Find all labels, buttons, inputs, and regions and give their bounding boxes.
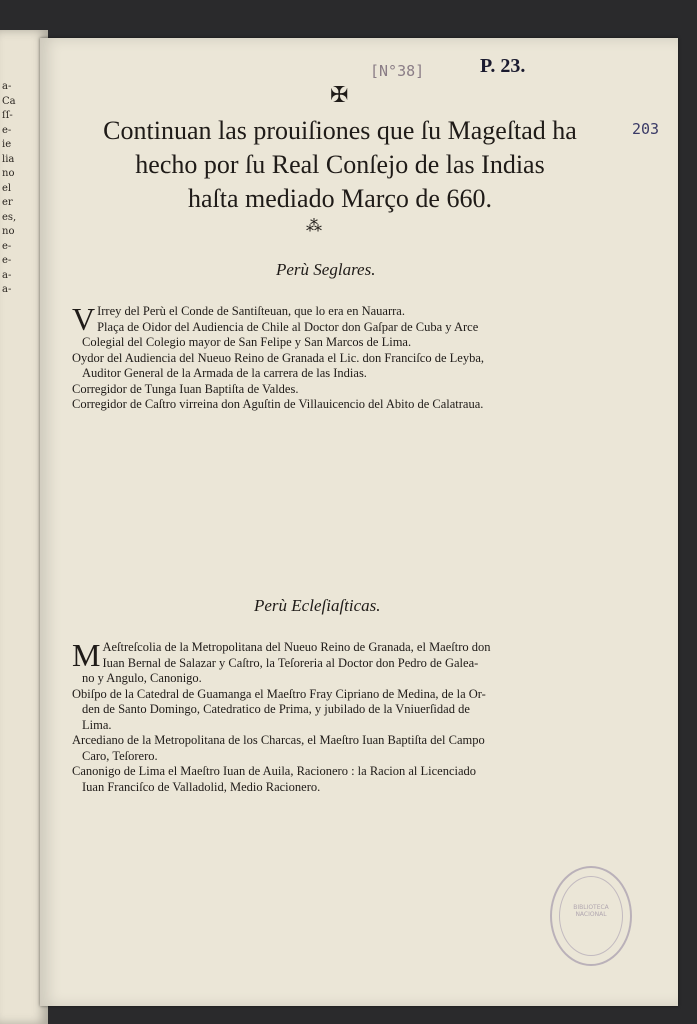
asterism-ornament: ⁂ [306,216,324,235]
drop-cap: M [72,637,101,673]
stamp-text: BIBLIOTECA NACIONAL [573,904,609,918]
entry-line: Auditor General de la Armada de la carrera de las Indias. [82,366,367,380]
document-page [40,38,678,1006]
entry [72,637,612,687]
entry-line: Aeſtreſcolia de la Metropolitana del Nueuo Reino de Granada, el Maeſtro don [102,640,491,654]
margin-fragment: e- [2,240,12,252]
margin-fragment: no [2,168,15,179]
title-line: haſta mediado Março de 660. [188,184,492,213]
document-title [80,114,600,216]
entry-line: Canonigo de Lima el Maeſtro Iuan de Auila, Racionero : la Racion al Licenciado [72,764,477,778]
entry-line: Colegial del Colegio mayor de San Felipe y San Marcos de Lima. [82,335,412,349]
entry-line: Iuan Bernal de Salazar y Caſtro, la Teſoreria al Doctor don Pedro de Galea- [102,655,479,670]
entry [72,382,612,398]
cross-icon: ✠ [330,83,349,108]
title-line: hecho por ſu Real Conſejo de las Indias [135,150,545,179]
margin-fragment: ſſ- [2,110,13,121]
margin-fragment: a- [2,284,12,295]
entry-line: Lima. [82,717,112,732]
margin-fragment: el [2,182,12,194]
section-heading-eclesiasticas: Perù Ecleſiaſticas. [254,596,381,615]
entry-line: Corregidor de Caſtro virreina don Aguſtin de Villauicencio del Abito de Calatraua. [72,397,484,411]
margin-fragment: a- [2,81,12,92]
section-entries-eclesiasticas [72,637,612,795]
entry-line: Iuan Franciſco de Valladolid, Medio Racionero. [82,779,321,794]
entry [72,320,612,351]
margin-fragment: ie [2,139,12,150]
entry-line: no y Angulo, Canonigo. [82,671,202,685]
section-entries-seglares [72,301,612,413]
drop-cap: V [72,301,96,337]
entry [72,687,612,734]
entry [72,351,612,382]
margin-fragment: e- [2,255,12,266]
entry-line: Obiſpo de la Catedral de Guamanga el Maeſtro Fray Cipriano de Medina, de la Or- [72,686,486,701]
margin-fragment: Ca [2,95,16,107]
margin-fragment: es, [2,211,17,223]
section-heading-seglares: Perù Seglares. [276,260,376,279]
entry-line: Plaça de Oidor del Audiencia de Chile al Doctor don Gaſpar de Cuba y Arce [97,319,479,334]
margin-fragment: a- [2,269,12,281]
entry [72,764,612,795]
folio-number: 203 [632,120,660,138]
entry-line: Irrey del Perù el Conde de Santiſteuan, que lo era en Nauarra. [97,304,405,318]
margin-fragment: no [2,226,15,237]
entry-line: Caro, Teſorero. [82,748,158,763]
title-line: Continuan las prouiſiones que ſu Mageſtad ha [103,116,577,145]
margin-fragment: er [2,197,13,208]
margin-fragment: e- [2,124,12,136]
entry [72,397,612,413]
entry-line: den de Santo Domingo, Catedratico de Prima, y jubilado de la Vniuerſidad de [82,702,470,716]
entry-line: Oydor del Audiencia del Nueuo Reino de Granada el Lic. don Franciſco de Leyba, [72,350,485,365]
archive-note: [N°38] [370,62,425,80]
entry [72,733,612,764]
left-margin-fragments [2,80,16,298]
entry-line: Corregidor de Tunga Iuan Baptiſta de Valdes. [72,381,299,396]
page-label: P. 23. [480,55,526,77]
entry-line: Arcediano de la Metropolitana de los Charcas, el Maeſtro Iuan Baptiſta del Campo [72,733,485,747]
margin-fragment: lia [2,153,15,165]
library-stamp [550,866,632,966]
